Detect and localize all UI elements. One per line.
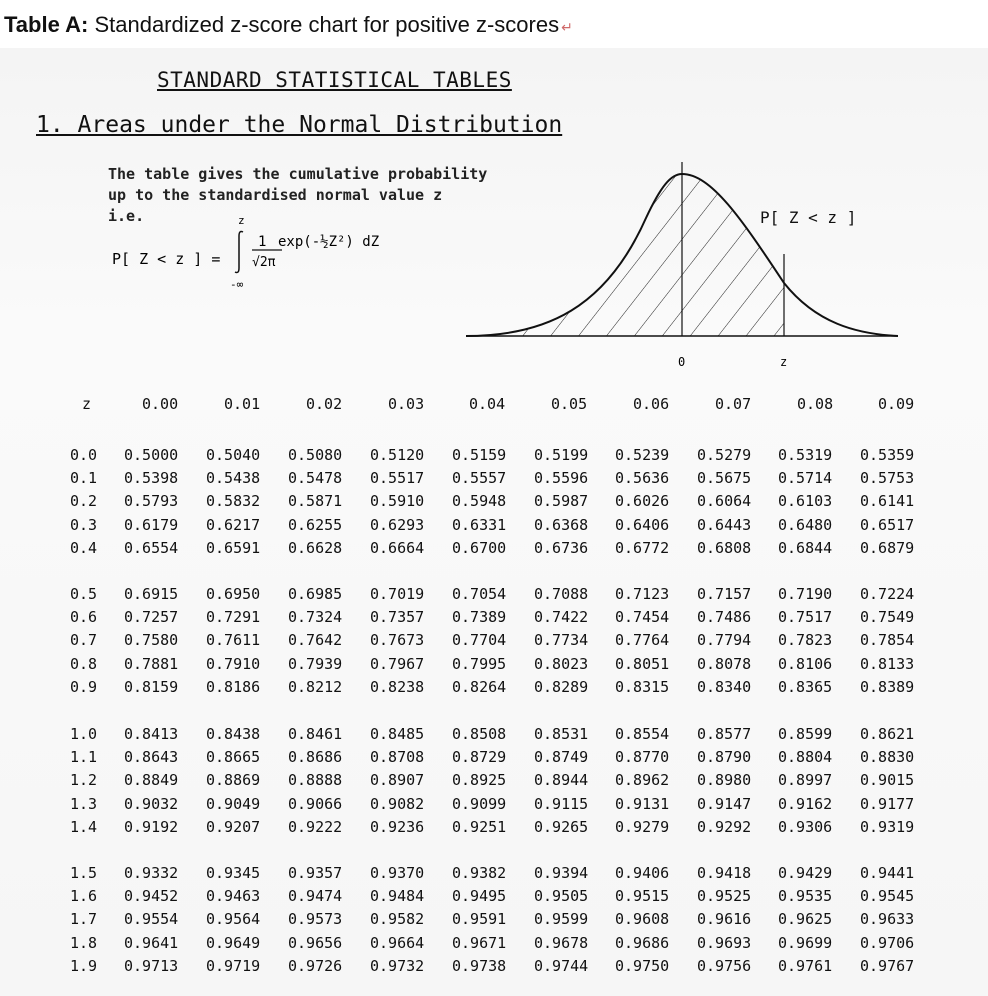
column-header: 0.05	[551, 395, 588, 413]
column-header: 0.03	[388, 395, 425, 413]
table-cell: 0.9279	[615, 818, 670, 836]
document-caption	[4, 12, 573, 38]
table-cell: 0.9678	[534, 934, 589, 952]
table-cell: 0.9192	[124, 818, 179, 836]
z-value: 1.9	[70, 957, 98, 975]
table-cell: 0.9649	[206, 934, 261, 952]
z-value: 0.0	[70, 446, 98, 464]
table-cell: 0.7939	[288, 655, 343, 673]
table-cell: 0.9463	[206, 887, 261, 905]
table-cell: 0.6736	[534, 539, 589, 557]
table-cell: 0.5478	[288, 469, 343, 487]
table-row	[0, 631, 988, 653]
table-cell: 0.8925	[452, 771, 507, 789]
z-column-header: z	[82, 395, 92, 413]
z-value: 0.3	[70, 516, 98, 534]
table-cell: 0.7291	[206, 608, 261, 626]
table-row	[0, 864, 988, 886]
table-cell: 0.9015	[860, 771, 915, 789]
table-cell: 0.9671	[452, 934, 507, 952]
table-cell: 0.6808	[697, 539, 752, 557]
table-cell: 0.8962	[615, 771, 670, 789]
z-value: 1.6	[70, 887, 98, 905]
table-cell: 0.9599	[534, 910, 589, 928]
table-cell: 0.6915	[124, 585, 179, 603]
table-cell: 0.9515	[615, 887, 670, 905]
table-cell: 0.6950	[206, 585, 261, 603]
table-cell: 0.5279	[697, 446, 752, 464]
table-row	[0, 795, 988, 817]
table-cell: 0.6700	[452, 539, 507, 557]
table-cell: 0.5753	[860, 469, 915, 487]
table-cell: 0.9616	[697, 910, 752, 928]
column-header: 0.02	[306, 395, 343, 413]
table-cell: 0.7054	[452, 585, 507, 603]
table-cell: 0.9664	[370, 934, 425, 952]
table-cell: 0.5239	[615, 446, 670, 464]
table-cell: 0.8708	[370, 748, 425, 766]
column-header: 0.04	[469, 395, 506, 413]
table-cell: 0.5557	[452, 469, 507, 487]
table-cell: 0.9345	[206, 864, 261, 882]
table-cell: 0.9484	[370, 887, 425, 905]
table-cell: 0.7910	[206, 655, 261, 673]
table-row	[0, 516, 988, 538]
column-header: 0.06	[633, 395, 670, 413]
table-cell: 0.9418	[697, 864, 752, 882]
return-mark-icon: ↵	[561, 19, 573, 35]
table-cell: 0.8729	[452, 748, 507, 766]
table-row	[0, 655, 988, 677]
table-cell: 0.6103	[778, 492, 833, 510]
table-cell: 0.5199	[534, 446, 589, 464]
table-row	[0, 934, 988, 956]
table-cell: 0.6554	[124, 539, 179, 557]
table-cell: 0.8686	[288, 748, 343, 766]
table-cell: 0.5793	[124, 492, 179, 510]
column-header: 0.00	[142, 395, 179, 413]
table-cell: 0.9525	[697, 887, 752, 905]
table-cell: 0.7611	[206, 631, 261, 649]
table-cell: 0.9564	[206, 910, 261, 928]
table-cell: 0.9535	[778, 887, 833, 905]
table-cell: 0.7704	[452, 631, 507, 649]
table-cell: 0.6331	[452, 516, 507, 534]
shaded-area	[466, 174, 784, 336]
table-cell: 0.9641	[124, 934, 179, 952]
table-cell: 0.6217	[206, 516, 261, 534]
z-value: 0.1	[70, 469, 98, 487]
table-cell: 0.5987	[534, 492, 589, 510]
table-cell: 0.9332	[124, 864, 179, 882]
table-cell: 0.7734	[534, 631, 589, 649]
table-cell: 0.9207	[206, 818, 261, 836]
table-cell: 0.6772	[615, 539, 670, 557]
table-cell: 0.7324	[288, 608, 343, 626]
table-cell: 0.8078	[697, 655, 752, 673]
table-cell: 0.5080	[288, 446, 343, 464]
table-cell: 0.8749	[534, 748, 589, 766]
table-cell: 0.7422	[534, 608, 589, 626]
table-row	[0, 608, 988, 630]
table-cell: 0.8980	[697, 771, 752, 789]
column-header: 0.01	[224, 395, 261, 413]
description-line: The table gives the cumulative probability	[108, 165, 488, 183]
z-value: 1.1	[70, 748, 98, 766]
table-cell: 0.9732	[370, 957, 425, 975]
table-cell: 0.9049	[206, 795, 261, 813]
table-row	[0, 887, 988, 909]
table-cell: 0.9554	[124, 910, 179, 928]
table-cell: 0.9441	[860, 864, 915, 882]
table-cell: 0.8830	[860, 748, 915, 766]
table-cell: 0.8997	[778, 771, 833, 789]
table-cell: 0.9406	[615, 864, 670, 882]
table-cell: 0.6141	[860, 492, 915, 510]
table-cell: 0.9292	[697, 818, 752, 836]
table-row	[0, 725, 988, 747]
table-cell: 0.9082	[370, 795, 425, 813]
table-cell: 0.5948	[452, 492, 507, 510]
table-cell: 0.5159	[452, 446, 507, 464]
table-cell: 0.9429	[778, 864, 833, 882]
table-cell: 0.8238	[370, 678, 425, 696]
table-cell: 0.9032	[124, 795, 179, 813]
table-cell: 0.5438	[206, 469, 261, 487]
table-cell: 0.8212	[288, 678, 343, 696]
table-cell: 0.5120	[370, 446, 425, 464]
table-cell: 0.9162	[778, 795, 833, 813]
table-cell: 0.9699	[778, 934, 833, 952]
table-cell: 0.7389	[452, 608, 507, 626]
table-cell: 0.9686	[615, 934, 670, 952]
table-cell: 0.9382	[452, 864, 507, 882]
table-cell: 0.5040	[206, 446, 261, 464]
table-cell: 0.7019	[370, 585, 425, 603]
table-cell: 0.8186	[206, 678, 261, 696]
table-cell: 0.8438	[206, 725, 261, 743]
table-cell: 0.9099	[452, 795, 507, 813]
z-value: 1.8	[70, 934, 98, 952]
table-cell: 0.8106	[778, 655, 833, 673]
table-row	[0, 539, 988, 561]
table-cell: 0.6179	[124, 516, 179, 534]
table-cell: 0.6255	[288, 516, 343, 534]
table-cell: 0.9719	[206, 957, 261, 975]
table-cell: 0.6064	[697, 492, 752, 510]
table-cell: 0.8888	[288, 771, 343, 789]
table-row	[0, 748, 988, 770]
table-cell: 0.8804	[778, 748, 833, 766]
formula-expression: exp(-½Z²) dZ	[278, 234, 380, 250]
probability-label: P[ Z < z ]	[760, 208, 857, 227]
description-line: up to the standardised normal value z	[108, 186, 443, 204]
table-cell: 0.9177	[860, 795, 915, 813]
table-cell: 0.8665	[206, 748, 261, 766]
fraction-denominator: √2π	[252, 255, 276, 270]
table-cell: 0.5319	[778, 446, 833, 464]
section-title: 1. Areas under the Normal Distribution	[36, 112, 563, 138]
table-cell: 0.7794	[697, 631, 752, 649]
table-cell: 0.9625	[778, 910, 833, 928]
table-cell: 0.6879	[860, 539, 915, 557]
table-cell: 0.6628	[288, 539, 343, 557]
table-cell: 0.9474	[288, 887, 343, 905]
table-cell: 0.9756	[697, 957, 752, 975]
table-cell: 0.9505	[534, 887, 589, 905]
integral-upper-limit: z	[238, 214, 245, 227]
table-row	[0, 678, 988, 700]
axis-zero-label: 0	[678, 355, 686, 369]
table-cell: 0.9713	[124, 957, 179, 975]
table-cell: 0.9591	[452, 910, 507, 928]
table-cell: 0.7995	[452, 655, 507, 673]
description-line: i.e.	[108, 207, 145, 225]
table-cell: 0.9131	[615, 795, 670, 813]
table-cell: 0.8643	[124, 748, 179, 766]
column-header: 0.09	[878, 395, 915, 413]
table-cell: 0.6026	[615, 492, 670, 510]
table-cell: 0.7088	[534, 585, 589, 603]
table-row	[0, 818, 988, 840]
z-value: 1.2	[70, 771, 98, 789]
caption-label: Table A:	[4, 12, 89, 37]
table-cell: 0.5398	[124, 469, 179, 487]
z-value: 1.3	[70, 795, 98, 813]
table-cell: 0.9394	[534, 864, 589, 882]
z-value: 0.5	[70, 585, 98, 603]
table-cell: 0.7580	[124, 631, 179, 649]
table-cell: 0.7764	[615, 631, 670, 649]
table-cell: 0.7257	[124, 608, 179, 626]
table-cell: 0.9608	[615, 910, 670, 928]
table-cell: 0.8365	[778, 678, 833, 696]
table-cell: 0.9452	[124, 887, 179, 905]
formula-lhs: P[ Z < z ] =	[112, 250, 221, 268]
table-row	[0, 492, 988, 514]
table-cell: 0.7224	[860, 585, 915, 603]
table-cell: 0.5910	[370, 492, 425, 510]
table-cell: 0.9222	[288, 818, 343, 836]
z-value: 1.4	[70, 818, 98, 836]
table-cell: 0.7123	[615, 585, 670, 603]
table-cell: 0.9545	[860, 887, 915, 905]
table-cell: 0.9357	[288, 864, 343, 882]
table-cell: 0.7823	[778, 631, 833, 649]
table-cell: 0.6406	[615, 516, 670, 534]
table-cell: 0.5832	[206, 492, 261, 510]
z-value: 0.7	[70, 631, 98, 649]
table-cell: 0.8790	[697, 748, 752, 766]
table-cell: 0.7157	[697, 585, 752, 603]
z-value: 0.9	[70, 678, 98, 696]
table-cell: 0.8159	[124, 678, 179, 696]
table-cell: 0.5636	[615, 469, 670, 487]
table-cell: 0.7454	[615, 608, 670, 626]
table-row	[0, 771, 988, 793]
table-cell: 0.6480	[778, 516, 833, 534]
table-cell: 0.6368	[534, 516, 589, 534]
table-cell: 0.5871	[288, 492, 343, 510]
table-cell: 0.5000	[124, 446, 179, 464]
table-cell: 0.8133	[860, 655, 915, 673]
table-cell: 0.8554	[615, 725, 670, 743]
table-cell: 0.7486	[697, 608, 752, 626]
table-cell: 0.7642	[288, 631, 343, 649]
z-value: 1.7	[70, 910, 98, 928]
axis-z-label: z	[780, 355, 788, 369]
table-cell: 0.9744	[534, 957, 589, 975]
table-row	[0, 585, 988, 607]
table-cell: 0.8461	[288, 725, 343, 743]
z-value: 1.0	[70, 725, 98, 743]
table-cell: 0.9767	[860, 957, 915, 975]
table-cell: 0.9495	[452, 887, 507, 905]
table-cell: 0.8389	[860, 678, 915, 696]
table-row	[0, 469, 988, 491]
normal-curve-figure	[466, 158, 898, 378]
table-cell: 0.6517	[860, 516, 915, 534]
table-cell: 0.5517	[370, 469, 425, 487]
table-row	[0, 446, 988, 468]
table-cell: 0.8907	[370, 771, 425, 789]
table-cell: 0.8023	[534, 655, 589, 673]
table-cell: 0.9633	[860, 910, 915, 928]
table-cell: 0.8340	[697, 678, 752, 696]
table-cell: 0.9236	[370, 818, 425, 836]
table-cell: 0.9693	[697, 934, 752, 952]
table-cell: 0.9738	[452, 957, 507, 975]
z-value: 0.4	[70, 539, 98, 557]
z-value: 0.6	[70, 608, 98, 626]
table-cell: 0.7190	[778, 585, 833, 603]
table-cell: 0.9706	[860, 934, 915, 952]
table-cell: 0.9115	[534, 795, 589, 813]
table-cell: 0.8944	[534, 771, 589, 789]
table-cell: 0.8315	[615, 678, 670, 696]
column-header: 0.08	[797, 395, 834, 413]
table-cell: 0.5714	[778, 469, 833, 487]
table-cell: 0.8577	[697, 725, 752, 743]
table-cell: 0.6293	[370, 516, 425, 534]
table-cell: 0.8051	[615, 655, 670, 673]
caption-text: Standardized z-score chart for positive z-scores	[88, 12, 560, 37]
table-cell: 0.8413	[124, 725, 179, 743]
table-cell: 0.7854	[860, 631, 915, 649]
table-cell: 0.8770	[615, 748, 670, 766]
table-cell: 0.7881	[124, 655, 179, 673]
table-cell: 0.5359	[860, 446, 915, 464]
table-row	[0, 910, 988, 932]
table-cell: 0.9726	[288, 957, 343, 975]
table-cell: 0.7549	[860, 608, 915, 626]
fraction-numerator: 1	[258, 234, 267, 250]
table-cell: 0.9265	[534, 818, 589, 836]
table-cell: 0.5596	[534, 469, 589, 487]
table-cell: 0.8621	[860, 725, 915, 743]
table-cell: 0.8869	[206, 771, 261, 789]
table-cell: 0.7673	[370, 631, 425, 649]
table-cell: 0.7517	[778, 608, 833, 626]
table-cell: 0.6985	[288, 585, 343, 603]
table-cell: 0.6443	[697, 516, 752, 534]
table-cell: 0.9306	[778, 818, 833, 836]
table-cell: 0.9573	[288, 910, 343, 928]
table-row	[0, 957, 988, 979]
table-cell: 0.8485	[370, 725, 425, 743]
table-cell: 0.9370	[370, 864, 425, 882]
table-cell: 0.8849	[124, 771, 179, 789]
table-cell: 0.9750	[615, 957, 670, 975]
integral-lower-limit: -∞	[230, 278, 244, 291]
table-cell: 0.9656	[288, 934, 343, 952]
z-value: 1.5	[70, 864, 98, 882]
table-cell: 0.9761	[778, 957, 833, 975]
table-cell: 0.9319	[860, 818, 915, 836]
table-cell: 0.9251	[452, 818, 507, 836]
integral-sign-icon	[235, 232, 243, 273]
table-cell: 0.9147	[697, 795, 752, 813]
tables-title: STANDARD STATISTICAL TABLES	[157, 68, 512, 92]
table-cell: 0.6844	[778, 539, 833, 557]
table-cell: 0.9066	[288, 795, 343, 813]
table-cell: 0.6591	[206, 539, 261, 557]
table-cell: 0.6664	[370, 539, 425, 557]
integral-formula	[112, 212, 412, 292]
table-cell: 0.8264	[452, 678, 507, 696]
z-value: 0.8	[70, 655, 98, 673]
table-cell: 0.7357	[370, 608, 425, 626]
table-cell: 0.8599	[778, 725, 833, 743]
table-cell: 0.8289	[534, 678, 589, 696]
table-cell: 0.8531	[534, 725, 589, 743]
table-cell: 0.8508	[452, 725, 507, 743]
table-cell: 0.5675	[697, 469, 752, 487]
table-cell: 0.7967	[370, 655, 425, 673]
table-cell: 0.9582	[370, 910, 425, 928]
z-value: 0.2	[70, 492, 98, 510]
column-header: 0.07	[715, 395, 752, 413]
